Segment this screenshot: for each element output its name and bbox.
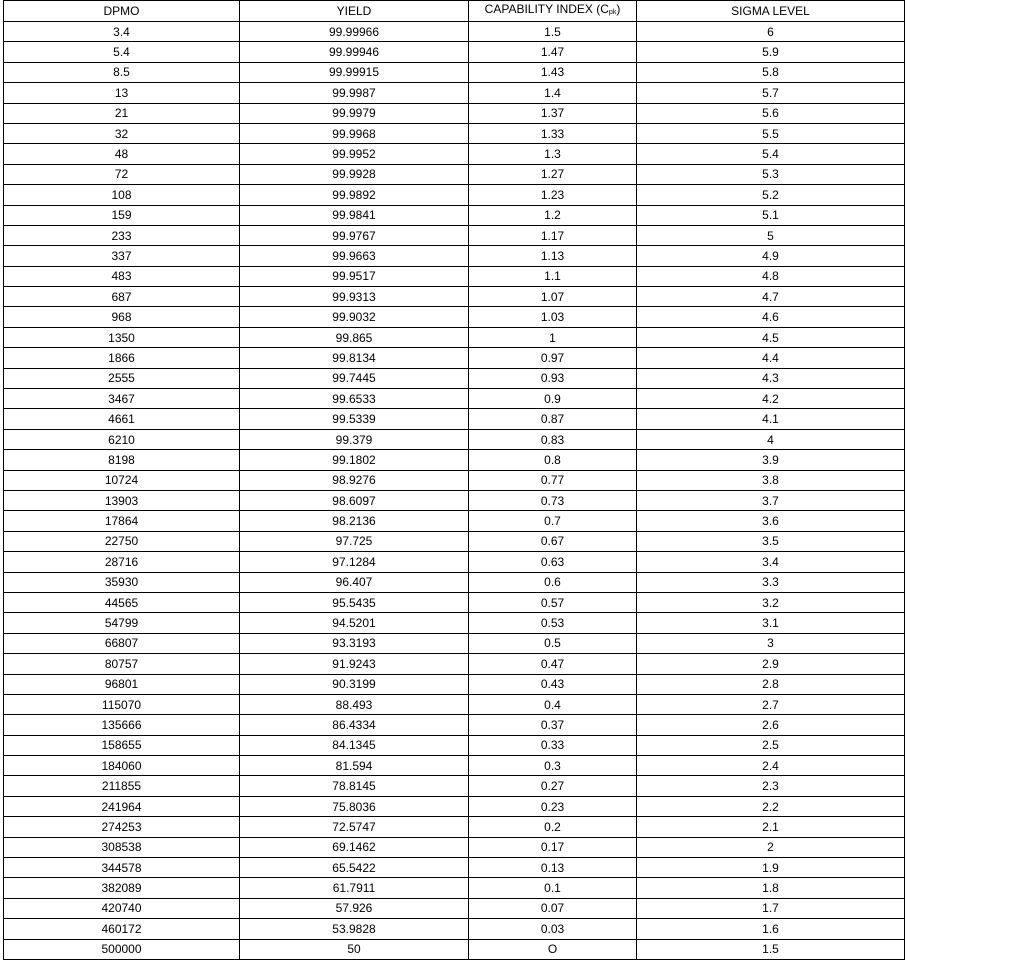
yield-cell: 99.99966 (240, 22, 469, 42)
yield-cell: 53.9828 (240, 919, 469, 939)
table-row (4, 776, 905, 796)
table-row (4, 858, 905, 878)
capability-index-cell: 0.27 (469, 776, 637, 796)
capability-index-cell: 1.2 (469, 205, 637, 225)
sigma-level-cell: 1.8 (637, 878, 905, 898)
dpmo-cell: 483 (4, 266, 240, 286)
table-row (4, 756, 905, 776)
dpmo-cell: 66807 (4, 633, 240, 653)
yield-cell: 99.5339 (240, 409, 469, 429)
table-row (4, 531, 905, 551)
table-row (4, 613, 905, 633)
yield-cell: 84.1345 (240, 735, 469, 755)
sigma-level-cell: 3.3 (637, 572, 905, 592)
dpmo-cell: 32 (4, 123, 240, 143)
sigma-level-cell: 4.2 (637, 389, 905, 409)
dpmo-cell: 158655 (4, 735, 240, 755)
yield-cell: 78.8145 (240, 776, 469, 796)
sigma-level-cell: 2.3 (637, 776, 905, 796)
yield-cell: 81.594 (240, 756, 469, 776)
table-row (4, 144, 905, 164)
header-capability-index-subscript: pk (608, 9, 617, 16)
dpmo-cell: 233 (4, 225, 240, 245)
yield-cell: 99.9663 (240, 246, 469, 266)
sigma-level-cell: 5.5 (637, 123, 905, 143)
table-row (4, 83, 905, 103)
yield-cell: 99.6533 (240, 389, 469, 409)
dpmo-cell: 211855 (4, 776, 240, 796)
capability-index-cell: 0.93 (469, 368, 637, 388)
capability-index-cell: 1.23 (469, 185, 637, 205)
sigma-level-cell: 5.7 (637, 83, 905, 103)
dpmo-cell: 22750 (4, 531, 240, 551)
table-row (4, 674, 905, 694)
dpmo-cell: 500000 (4, 939, 240, 959)
table-row (4, 654, 905, 674)
yield-cell: 99.9517 (240, 266, 469, 286)
table-row (4, 327, 905, 347)
yield-cell: 99.9032 (240, 307, 469, 327)
table-row (4, 450, 905, 470)
capability-index-cell: 0.43 (469, 674, 637, 694)
sigma-level-cell: 2 (637, 837, 905, 857)
table-row (4, 389, 905, 409)
dpmo-cell: 420740 (4, 898, 240, 918)
table-row (4, 817, 905, 837)
header-capability-index-text: CAPABILITY INDEX (C (484, 2, 609, 16)
capability-index-cell: 0.23 (469, 796, 637, 816)
dpmo-cell: 8.5 (4, 62, 240, 82)
table-row (4, 42, 905, 62)
yield-cell: 50 (240, 939, 469, 959)
yield-cell: 99.9313 (240, 287, 469, 307)
header-capability-index (469, 1, 637, 22)
sigma-level-cell: 5.4 (637, 144, 905, 164)
capability-index-cell: 0.9 (469, 389, 637, 409)
capability-index-cell: 0.1 (469, 878, 637, 898)
table-body (4, 22, 905, 960)
capability-index-cell: 1.4 (469, 83, 637, 103)
table-row (4, 470, 905, 490)
capability-index-cell: 0.33 (469, 735, 637, 755)
dpmo-cell: 687 (4, 287, 240, 307)
table-row (4, 939, 905, 959)
capability-index-cell: 0.87 (469, 409, 637, 429)
table-row (4, 62, 905, 82)
yield-cell: 75.8036 (240, 796, 469, 816)
yield-cell: 99.9968 (240, 123, 469, 143)
table-row (4, 287, 905, 307)
dpmo-cell: 72 (4, 164, 240, 184)
dpmo-cell: 96801 (4, 674, 240, 694)
table-row (4, 592, 905, 612)
dpmo-cell: 48 (4, 144, 240, 164)
capability-index-cell: 0.47 (469, 654, 637, 674)
header-dpmo: DPMO (4, 1, 240, 22)
capability-index-cell: 1.5 (469, 22, 637, 42)
sigma-level-cell: 2.7 (637, 694, 905, 714)
table-row (4, 552, 905, 572)
table-row (4, 266, 905, 286)
capability-index-cell: 1.43 (469, 62, 637, 82)
dpmo-cell: 54799 (4, 613, 240, 633)
table-row (4, 715, 905, 735)
yield-cell: 57.926 (240, 898, 469, 918)
capability-index-cell: 0.37 (469, 715, 637, 735)
header-sigma-level: SIGMA LEVEL (637, 1, 905, 22)
capability-index-cell: 1.03 (469, 307, 637, 327)
dpmo-cell: 80757 (4, 654, 240, 674)
capability-index-cell: 1 (469, 327, 637, 347)
sigma-level-cell: 4.8 (637, 266, 905, 286)
yield-cell: 99.9979 (240, 103, 469, 123)
yield-cell: 97.1284 (240, 552, 469, 572)
dpmo-cell: 1866 (4, 348, 240, 368)
table-row (4, 735, 905, 755)
table-header (4, 1, 905, 22)
sigma-level-cell: 1.9 (637, 858, 905, 878)
table-row (4, 22, 905, 42)
capability-index-cell: 1.47 (469, 42, 637, 62)
sigma-level-cell: 5.8 (637, 62, 905, 82)
capability-index-cell: 0.77 (469, 470, 637, 490)
capability-index-cell: 0.5 (469, 633, 637, 653)
table-row (4, 409, 905, 429)
dpmo-cell: 460172 (4, 919, 240, 939)
yield-cell: 99.99946 (240, 42, 469, 62)
yield-cell: 65.5422 (240, 858, 469, 878)
yield-cell: 86.4334 (240, 715, 469, 735)
capability-index-cell: 0.67 (469, 531, 637, 551)
dpmo-cell: 382089 (4, 878, 240, 898)
sigma-level-cell: 4.6 (637, 307, 905, 327)
sigma-level-cell: 5.6 (637, 103, 905, 123)
capability-index-cell: O (469, 939, 637, 959)
header-yield: YIELD (240, 1, 469, 22)
dpmo-cell: 308538 (4, 837, 240, 857)
sigma-level-cell: 5.1 (637, 205, 905, 225)
dpmo-cell: 44565 (4, 592, 240, 612)
sigma-level-cell: 4.1 (637, 409, 905, 429)
dpmo-cell: 13 (4, 83, 240, 103)
sigma-level-cell: 1.5 (637, 939, 905, 959)
capability-index-cell: 0.2 (469, 817, 637, 837)
capability-index-cell: 1.13 (469, 246, 637, 266)
table-row (4, 307, 905, 327)
table-row (4, 246, 905, 266)
capability-index-cell: 1.37 (469, 103, 637, 123)
sigma-level-cell: 3.9 (637, 450, 905, 470)
dpmo-cell: 159 (4, 205, 240, 225)
table-row (4, 225, 905, 245)
yield-cell: 94.5201 (240, 613, 469, 633)
sigma-level-cell: 3.7 (637, 490, 905, 510)
dpmo-cell: 241964 (4, 796, 240, 816)
dpmo-cell: 6210 (4, 429, 240, 449)
yield-cell: 90.3199 (240, 674, 469, 694)
sigma-level-cell: 4.3 (637, 368, 905, 388)
capability-index-cell: 0.57 (469, 592, 637, 612)
yield-cell: 72.5747 (240, 817, 469, 837)
header-row (4, 1, 905, 22)
table-row (4, 429, 905, 449)
dpmo-cell: 344578 (4, 858, 240, 878)
capability-index-cell: 1.3 (469, 144, 637, 164)
dpmo-cell: 13903 (4, 490, 240, 510)
yield-cell: 61.7911 (240, 878, 469, 898)
capability-index-cell: 0.63 (469, 552, 637, 572)
yield-cell: 99.8134 (240, 348, 469, 368)
yield-cell: 97.725 (240, 531, 469, 551)
dpmo-cell: 274253 (4, 817, 240, 837)
dpmo-cell: 10724 (4, 470, 240, 490)
capability-index-cell: 1.07 (469, 287, 637, 307)
sigma-level-cell: 2.6 (637, 715, 905, 735)
yield-cell: 99.9928 (240, 164, 469, 184)
capability-index-cell: 0.83 (469, 429, 637, 449)
sigma-level-cell: 3.8 (637, 470, 905, 490)
capability-index-cell: 1.17 (469, 225, 637, 245)
sigma-level-cell: 4.9 (637, 246, 905, 266)
sigma-level-cell: 3.5 (637, 531, 905, 551)
capability-index-cell: 0.3 (469, 756, 637, 776)
yield-cell: 99.9841 (240, 205, 469, 225)
dpmo-cell: 8198 (4, 450, 240, 470)
sigma-level-cell: 3.2 (637, 592, 905, 612)
table-row (4, 898, 905, 918)
capability-index-cell: 0.73 (469, 490, 637, 510)
table-row (4, 103, 905, 123)
dpmo-cell: 21 (4, 103, 240, 123)
sigma-level-cell: 2.2 (637, 796, 905, 816)
capability-index-cell: 0.03 (469, 919, 637, 939)
capability-index-cell: 1.1 (469, 266, 637, 286)
sigma-level-cell: 5.2 (637, 185, 905, 205)
header-capability-index-close: ) (616, 2, 621, 16)
yield-cell: 95.5435 (240, 592, 469, 612)
sigma-conversion-table (3, 0, 905, 960)
table-row (4, 368, 905, 388)
dpmo-cell: 184060 (4, 756, 240, 776)
sigma-level-cell: 4.7 (637, 287, 905, 307)
sigma-level-cell: 3.6 (637, 511, 905, 531)
yield-cell: 99.9767 (240, 225, 469, 245)
yield-cell: 98.2136 (240, 511, 469, 531)
sigma-level-cell: 2.5 (637, 735, 905, 755)
sigma-level-cell: 4 (637, 429, 905, 449)
sigma-level-cell: 5 (637, 225, 905, 245)
table-row (4, 205, 905, 225)
dpmo-cell: 968 (4, 307, 240, 327)
dpmo-cell: 135666 (4, 715, 240, 735)
yield-cell: 96.407 (240, 572, 469, 592)
sigma-level-cell: 2.4 (637, 756, 905, 776)
sigma-level-cell: 2.8 (637, 674, 905, 694)
yield-cell: 99.9987 (240, 83, 469, 103)
yield-cell: 91.9243 (240, 654, 469, 674)
sigma-level-cell: 4.5 (637, 327, 905, 347)
sigma-level-cell: 1.7 (637, 898, 905, 918)
yield-cell: 99.379 (240, 429, 469, 449)
capability-index-cell: 0.7 (469, 511, 637, 531)
table-row (4, 878, 905, 898)
table-row (4, 572, 905, 592)
dpmo-cell: 28716 (4, 552, 240, 572)
table-row (4, 694, 905, 714)
dpmo-cell: 17864 (4, 511, 240, 531)
yield-cell: 99.9892 (240, 185, 469, 205)
table-row (4, 490, 905, 510)
yield-cell: 99.1802 (240, 450, 469, 470)
dpmo-cell: 115070 (4, 694, 240, 714)
capability-index-cell: 0.4 (469, 694, 637, 714)
yield-cell: 93.3193 (240, 633, 469, 653)
yield-cell: 99.865 (240, 327, 469, 347)
yield-cell: 69.1462 (240, 837, 469, 857)
dpmo-cell: 3467 (4, 389, 240, 409)
capability-index-cell: 1.27 (469, 164, 637, 184)
table-row (4, 919, 905, 939)
dpmo-cell: 4661 (4, 409, 240, 429)
dpmo-cell: 1350 (4, 327, 240, 347)
sigma-level-cell: 3.4 (637, 552, 905, 572)
dpmo-cell: 2555 (4, 368, 240, 388)
sigma-level-cell: 6 (637, 22, 905, 42)
capability-index-cell: 0.6 (469, 572, 637, 592)
table-row (4, 185, 905, 205)
capability-index-cell: 0.07 (469, 898, 637, 918)
table-row (4, 633, 905, 653)
table-row (4, 123, 905, 143)
sigma-level-cell: 2.9 (637, 654, 905, 674)
sigma-level-cell: 5.9 (637, 42, 905, 62)
dpmo-cell: 108 (4, 185, 240, 205)
yield-cell: 99.9952 (240, 144, 469, 164)
capability-index-cell: 0.13 (469, 858, 637, 878)
yield-cell: 99.99915 (240, 62, 469, 82)
table-row (4, 164, 905, 184)
capability-index-cell: 0.8 (469, 450, 637, 470)
dpmo-cell: 5.4 (4, 42, 240, 62)
sigma-level-cell: 4.4 (637, 348, 905, 368)
yield-cell: 98.9276 (240, 470, 469, 490)
table-row (4, 837, 905, 857)
table-row (4, 348, 905, 368)
capability-index-cell: 1.33 (469, 123, 637, 143)
yield-cell: 98.6097 (240, 490, 469, 510)
sigma-level-cell: 2.1 (637, 817, 905, 837)
capability-index-cell: 0.53 (469, 613, 637, 633)
sigma-level-cell: 1.6 (637, 919, 905, 939)
table-row (4, 796, 905, 816)
dpmo-cell: 337 (4, 246, 240, 266)
sigma-level-cell: 5.3 (637, 164, 905, 184)
dpmo-cell: 35930 (4, 572, 240, 592)
yield-cell: 88.493 (240, 694, 469, 714)
capability-index-cell: 0.17 (469, 837, 637, 857)
sigma-level-cell: 3 (637, 633, 905, 653)
dpmo-cell: 3.4 (4, 22, 240, 42)
capability-index-cell: 0.97 (469, 348, 637, 368)
sigma-level-cell: 3.1 (637, 613, 905, 633)
yield-cell: 99.7445 (240, 368, 469, 388)
table-row (4, 511, 905, 531)
